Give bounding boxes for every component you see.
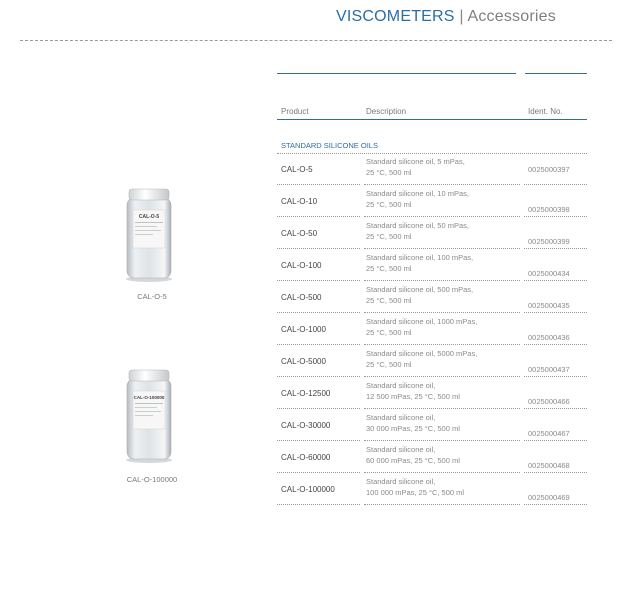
table-row [277,153,587,185]
jar-caption: CAL-O-100000 [126,475,178,484]
product-description [366,220,469,242]
product-code: CAL-O-30000 [281,420,331,430]
header-title [336,8,556,26]
ident-number: 0025000398 [528,205,570,214]
ident-number: 0025000467 [528,429,570,438]
product-code: CAL-O-100000 [281,484,335,494]
description-line-2: 25 °C, 500 ml [366,232,412,241]
product-description [366,284,473,306]
table-row [277,185,587,217]
ident-number: 0025000397 [528,165,570,174]
ident-number: 0025000437 [528,365,570,374]
product-code: CAL-O-5 [281,164,313,174]
product-description [366,444,460,466]
product-description [366,156,465,178]
table-top-rule-right [525,73,587,74]
product-code: CAL-O-500 [281,292,322,302]
ident-number: 0025000435 [528,301,570,310]
description-line-1: Standard silicone oil, [366,413,436,422]
product-code: CAL-O-50 [281,228,318,238]
description-line-1: Standard silicone oil, 1000 mPas, [366,317,478,326]
row-rule [524,504,587,505]
table-row [277,377,587,409]
table-row [277,409,587,441]
product-code: CAL-O-60000 [281,452,331,462]
column-header-rule [277,119,587,120]
product-code: CAL-O-5000 [281,356,326,366]
description-line-1: Standard silicone oil, 50 mPas, [366,221,469,230]
svg-text:CAL-O-100000: CAL-O-100000 [133,395,165,400]
description-line-1: Standard silicone oil, 5 mPas, [366,157,465,166]
product-code: CAL-O-12500 [281,388,331,398]
description-line-1: Standard silicone oil, 100 mPas, [366,253,474,262]
header-subtitle: Accessories [467,8,556,25]
description-line-1: Standard silicone oil, 500 mPas, [366,285,474,294]
ident-number: 0025000466 [528,397,570,406]
description-line-1: Standard silicone oil, 5000 mPas, [366,349,478,358]
table-row [277,441,587,473]
table-row [277,281,587,313]
description-line-2: 25 °C, 500 ml [366,360,412,369]
description-line-2: 60 000 mPas, 25 °C, 500 ml [366,456,460,465]
description-line-2: 25 °C, 500 ml [366,328,412,337]
product-code: CAL-O-10 [281,196,318,206]
ident-number: 0025000434 [528,269,570,278]
header-separator: | [459,8,464,25]
table-row [277,313,587,345]
product-description [366,348,477,370]
table-top-rule-left [277,73,516,74]
ident-number: 0025000436 [528,333,570,342]
product-description [366,412,460,434]
table-row [277,473,587,505]
table-row [277,249,587,281]
description-line-2: 100 000 mPas, 25 °C, 500 ml [366,488,465,497]
product-code: CAL-O-1000 [281,324,326,334]
jar-caption: CAL-O-5 [137,292,167,301]
row-rule [364,504,520,505]
description-line-2: 12 500 mPas, 25 °C, 500 ml [366,392,460,401]
description-line-1: Standard silicone oil, [366,445,436,454]
description-line-2: 25 °C, 500 ml [366,168,412,177]
svg-text:CAL-O-5: CAL-O-5 [138,214,160,220]
ident-number: 0025000468 [528,461,570,470]
header-brand: VISCOMETERS [336,8,455,25]
description-line-2: 25 °C, 500 ml [366,296,412,305]
description-line-2: 25 °C, 500 ml [366,200,412,209]
product-description [366,188,469,210]
product-jar-image [124,188,174,283]
product-description [366,380,460,402]
product-description [366,252,473,274]
description-line-2: 30 000 mPas, 25 °C, 500 ml [366,424,460,433]
description-line-2: 25 °C, 500 ml [366,264,412,273]
description-line-1: Standard silicone oil, [366,477,436,486]
product-description [366,316,477,338]
ident-number: 0025000469 [528,493,570,502]
header-divider [20,40,612,41]
jar-illustration [124,369,174,464]
row-rule [277,504,360,505]
column-header-ident: Ident. No. [528,107,563,116]
description-line-1: Standard silicone oil, [366,381,436,390]
column-header-product: Product [281,107,309,116]
table-row [277,345,587,377]
product-code: CAL-O-100 [281,260,322,270]
product-description [366,476,464,498]
table-row [277,217,587,249]
ident-number: 0025000399 [528,237,570,246]
section-title: STANDARD SILICONE OILS [281,141,378,150]
jar-illustration [124,188,174,283]
column-header-description: Description [366,107,407,116]
product-jar-image [124,369,174,464]
description-line-1: Standard silicone oil, 10 mPas, [366,189,469,198]
